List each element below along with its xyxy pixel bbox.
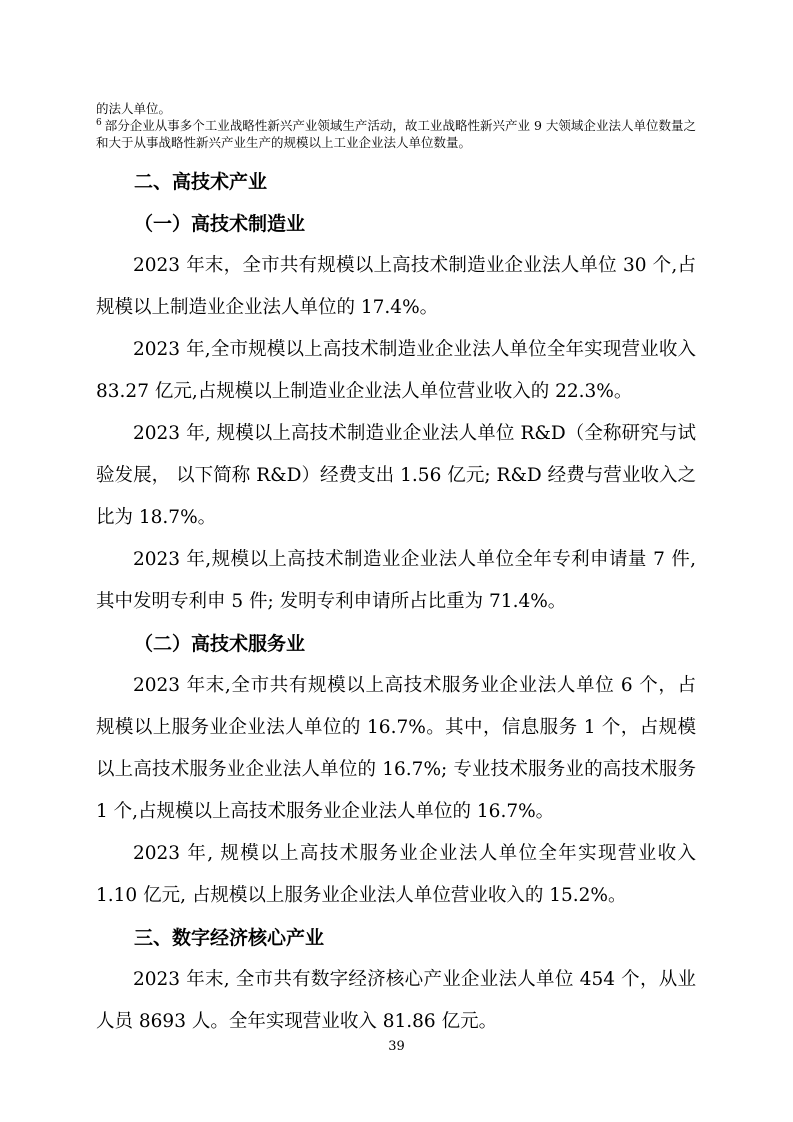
subsection-heading-high-tech-manufacturing: （一）高技术制造业	[134, 213, 306, 235]
footnote-6	[96, 117, 696, 151]
subsection-heading-high-tech-services: （二）高技术服务业	[134, 633, 306, 655]
paragraph-services-revenue: 2023 年, 规模以上高技术服务业企业法人单位全年实现营业收入 1.10 亿元, 占规模以上服务业企业法人单位营业收入的 15.2%。	[96, 843, 696, 906]
page-number: 39	[388, 1039, 405, 1054]
paragraph-manufacturing-revenue: 2023 年,全市规模以上高技术制造业企业法人单位全年实现营业收入 83.27 亿元,占规模以上制造业企业法人单位营业收入的 22.3%。	[96, 339, 696, 402]
paragraph-manufacturing-units: 2023 年末，全市共有规模以上高技术制造业企业法人单位 30 个,占规模以上制造业企业法人单位的 17.4%。	[96, 255, 696, 318]
paragraph-digital-economy: 2023 年末, 全市共有数字经济核心产业企业法人单位 454 个，从业人员 8693 人。全年实现营业收入 81.86 亿元。	[96, 969, 696, 1032]
footnote-6-text: 部分企业从事多个工业战略性新兴产业领域生产活动，故工业战略性新兴产业 9 大领域企业法人单位数量之和大于从事战略性新兴产业生产的规模以上工业企业法人单位数量。	[96, 118, 696, 150]
footnote-6-marker: 6	[96, 117, 102, 128]
paragraph-manufacturing-rd: 2023 年, 规模以上高技术制造业企业法人单位 R&D（全称研究与试验发展， 以下简称 R&D）经费支出 1.56 亿元; R&D 经费与营业收入之比为 18.7%。	[96, 423, 696, 528]
paragraph-manufacturing-patents: 2023 年,规模以上高技术制造业企业法人单位全年专利申请量 7 件,其中发明专利申 5 件; 发明专利申请所占比重为 71.4%。	[96, 549, 696, 612]
paragraph-services-units: 2023 年末,全市共有规模以上高技术服务业企业法人单位 6 个，占规模以上服务业企业法人单位的 16.7%。其中，信息服务 1 个，占规模以上高技术服务业企业法人单位的 16.7%; 专业技术服务业的高技术服务 1 个,占规模以上高技术服务业企业法人单位的 16.7%。	[96, 675, 696, 822]
section-heading-high-tech-industry: 二、高技术产业	[134, 171, 268, 193]
section-heading-digital-economy: 三、数字经济核心产业	[134, 927, 325, 949]
footnote-continuation: 的法人单位。	[96, 101, 172, 116]
